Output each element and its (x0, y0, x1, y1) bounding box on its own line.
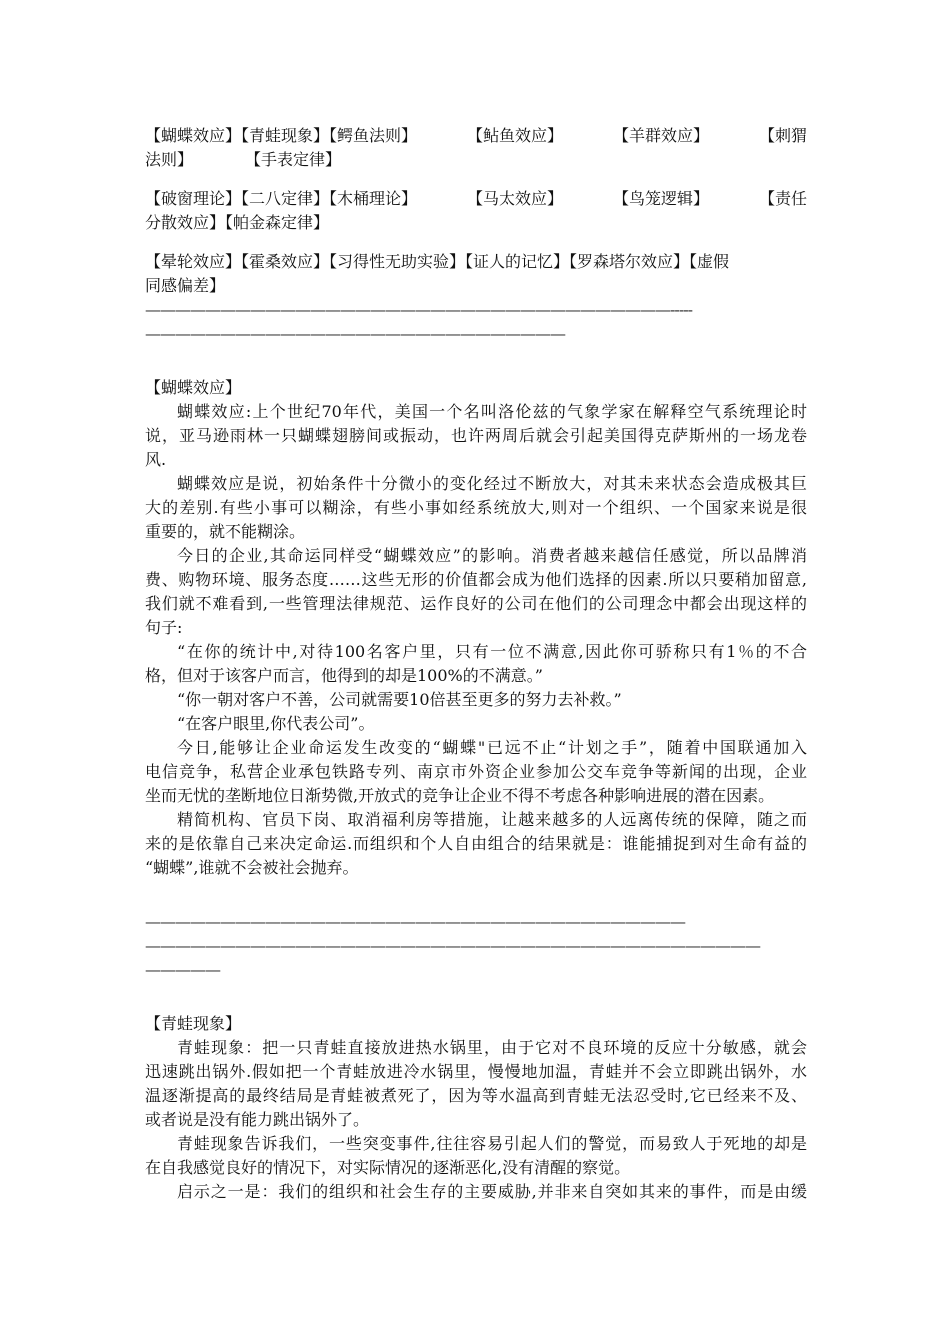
index-row-1 (145, 124, 807, 148)
quote-line: 格，但对于该客户而言，他得到的却是100%的不满意。” (145, 666, 543, 685)
index-row-3b: 同感偏差】 (145, 276, 226, 295)
paragraph-line: 蝴蝶效应:上个世纪70年代，美国一个名叫洛伦兹的气象学家在解释空气系统理论时 (177, 402, 807, 421)
quote-line: “在你的统计中,对待100名客户里，只有一位不满意,因此你可骄称只有1％的不合 (177, 642, 807, 661)
index-tag: 【鲇鱼效应】 (466, 126, 563, 145)
paragraph-line: “蝴蝶”,谁就不会被社会抛弃。 (145, 858, 359, 877)
paragraph-line: 电信竞争，私营企业承包铁路专列、南京市外资企业参加公交车竞争等新闻的出现，企业 (145, 762, 807, 781)
paragraph-line: 青蛙现象：把一只青蛙直接放进热水锅里，由于它对不良环境的反应十分敏感，就会 (177, 1038, 807, 1057)
paragraph-line: 蝴蝶效应是说，初始条件十分微小的变化经过不断放大，对其未来状态会造成极其巨 (177, 474, 807, 493)
paragraph-line: 今日的企业,其命运同样受“蝴蝶效应”的影响。消费者越来越信任感觉，所以品牌消 (177, 546, 807, 565)
index-row-2b: 分散效应】【帕金森定律】 (145, 213, 330, 232)
paragraph-line: 温逐渐提高的最终结局是青蛙被煮死了，因为等水温高到青蛙无法忍受时,它已经来不及、 (145, 1086, 807, 1105)
paragraph-line: 风. (145, 450, 167, 469)
separator-line: ————— (145, 960, 220, 979)
paragraph-line: 今日,能够让企业命运发生改变的“蝴蝶"已远不止“计划之手”，随着中国联通加入 (177, 738, 807, 757)
paragraph-line: 说，亚马逊雨林一只蝴蝶翅膀间或振动，也许两周后就会引起美国得克萨斯州的一场龙卷 (145, 426, 807, 445)
separator-line: ———————————————————————————————————— (145, 912, 685, 931)
paragraph-line: 来的是依靠自己来决定命运.而组织和个人自由组合的结果就是：谁能捕捉到对生命有益的 (145, 834, 807, 853)
paragraph-line: 启示之一是：我们的组织和社会生存的主要威胁,并非来自突如其来的事件，而是由缓 (177, 1182, 807, 1201)
index-tags: 【蝴蝶效应】【青蛙现象】【鳄鱼法则】 (145, 126, 418, 145)
paragraph-line: 或者说是没有能力跳出锅外了。 (145, 1110, 370, 1129)
index-row-2: 【破窗理论】【二八定律】【木桶理论】 【马太效应】 【鸟笼逻辑】 【责任 (145, 189, 807, 208)
index-tag: 【羊群效应】 (612, 126, 709, 145)
index-tag: 【刺猬 (758, 126, 807, 145)
paragraph-line: 费、购物环境、服务态度……这些无形的价值都会成为他们选择的因素.所以只要稍加留意, (145, 570, 807, 589)
paragraph-line: 精简机构、官员下岗、取消福利房等措施，让越来越多的人远离传统的保障，随之而 (177, 810, 807, 829)
quote-line: “在客户眼里,你代表公司”。 (177, 714, 375, 733)
paragraph-line: 坐而无忧的垄断地位日渐势微,开放式的竞争让企业不得不考虑各种影响进展的潜在因素。 (145, 786, 775, 805)
index-row-3: 【晕轮效应】【霍桑效应】【习得性无助实验】【证人的记忆】【罗森塔尔效应】【虚假 (145, 252, 730, 271)
separator-line: ———————————————————————————————————----- (145, 300, 693, 319)
quote-line: “你一朝对客户不善，公司就需要10倍甚至更多的努力去补救。” (177, 690, 622, 709)
paragraph-line: 重要的，就不能糊涂。 (145, 522, 306, 541)
separator-line: ————————————————————————————————————————— (145, 936, 760, 955)
separator-line: ———————————————————————————— (145, 324, 565, 343)
paragraph-line: 我们就不难看到,一些管理法律规范、运作良好的公司在他们的公司理念中都会出现这样的 (145, 594, 807, 613)
section-heading-butterfly: 【蝴蝶效应】 (145, 378, 242, 397)
paragraph-line: 在自我感觉良好的情况下，对实际情况的逐渐恶化,没有清醒的察觉。 (145, 1158, 631, 1177)
document-page (145, 124, 807, 1204)
index-row-1b: 法则】 【手表定律】 (145, 150, 342, 169)
paragraph-line: 迅速跳出锅外.假如把一个青蛙放进冷水锅里，慢慢地加温，青蛙并不会立即跳出锅外，水 (145, 1062, 807, 1081)
paragraph-line: 青蛙现象告诉我们，一些突变事件,往往容易引起人们的警觉，而易致人于死地的却是 (177, 1134, 807, 1153)
paragraph-line: 句子: (145, 618, 183, 637)
section-heading-frog: 【青蛙现象】 (145, 1014, 242, 1033)
paragraph-line: 大的差别.有些小事可以糊涂，有些小事如经系统放大,则对一个组织、一个国家来说是很 (145, 498, 807, 517)
